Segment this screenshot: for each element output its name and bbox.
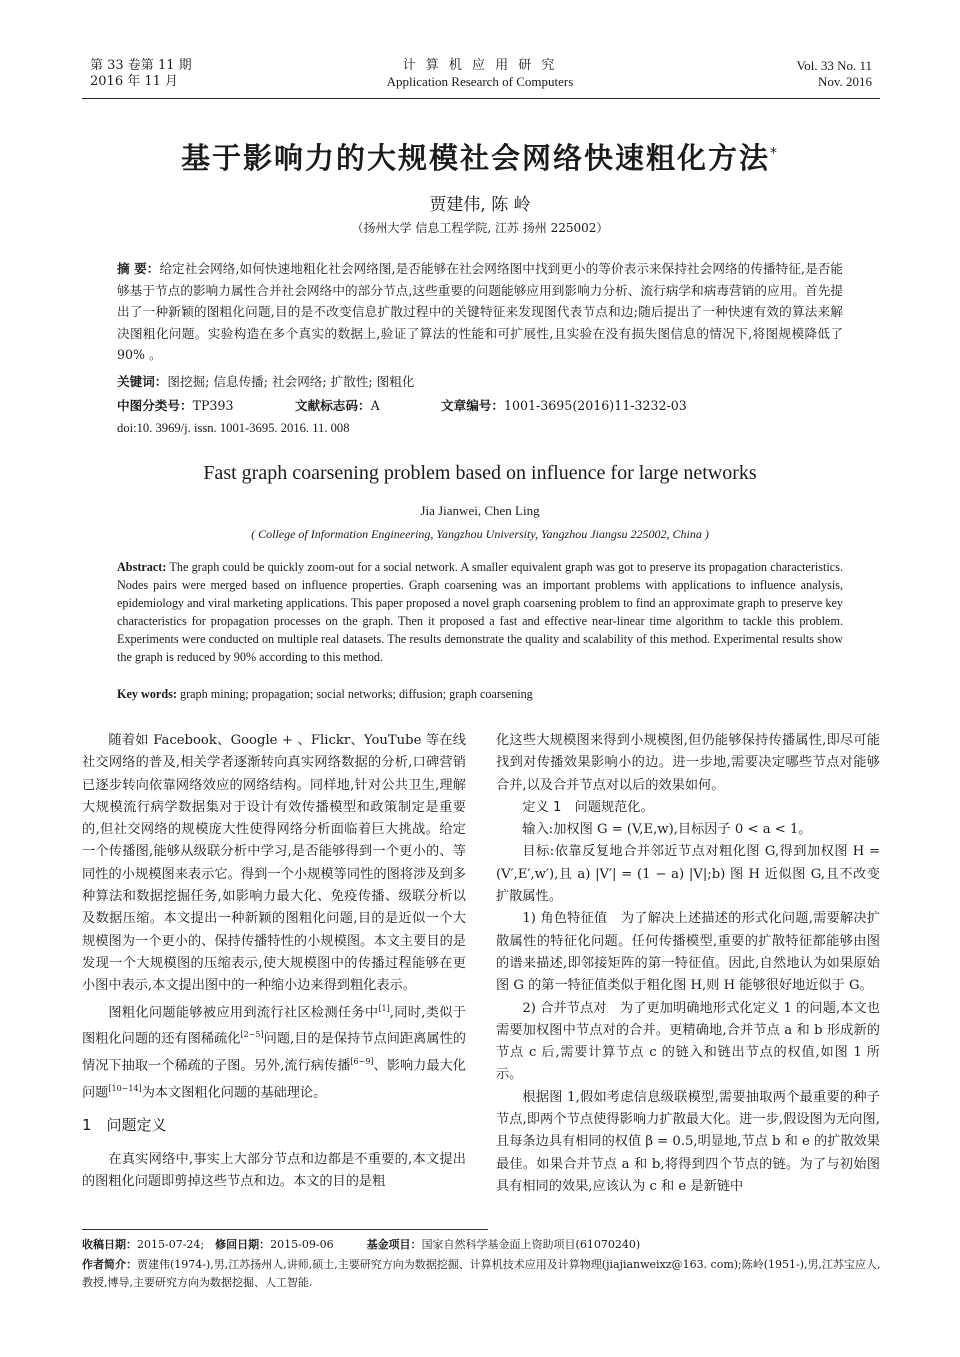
issue-date-cn: 2016 年 11 月 — [90, 74, 179, 89]
abstract-cn — [117, 258, 843, 366]
paragraph-figure-discussion: 根据图 1,假如考虑信息级联模型,需要抽取两个最重要的种子节点,即两个节点使得影响力扩散最大化。进一步,假设图为无向图,且每条边具有相同的权值 β = 0.5,明显地,节点 b 和 e 的扩散效果最佳。如果合并节点 a 和 b,将得到四个节点的链。为了与初始图具有相同的效果,应该认为 c 和 e 是新链中 — [496, 1089, 880, 1194]
abstract-text: 给定社会网络,如何快速地粗化社会网络图,是否能够在社会网络图中找到更小的等价表示来保持社会网络的传播特征,是否能够基于节点的影响力属性合并社会网络中的部分节点,这些重要的问题能够应用到影响力分析、流行病学和病毒营销的应用。首先提出了一种新颖的图粗化问题,目的是不改变信息扩散过程中的关键特征来发现图代表节点和边;随后提出了一种快速有效的算法来解决图粗化问题。实验构造在多个真实的数据上,验证了算法的性能和可扩展性,且实验在没有损失图信息的情况下,将图规模降低了 90% 。 — [117, 261, 843, 362]
definition-title: 问题规范化。 — [574, 799, 654, 815]
received-label: 收稿日期： — [82, 1238, 137, 1251]
citation: [1] — [378, 1003, 390, 1013]
fund-label: 基金项目： — [366, 1238, 422, 1251]
revised-date: 2015-09-06 — [270, 1238, 334, 1251]
abstract-en — [117, 558, 843, 666]
paper-title — [80, 136, 880, 177]
clc-value: TP393 — [192, 398, 234, 413]
paper-affiliation-en: ( College of Information Engineering, Yangzhou University, Yangzhou Jiangsu 225002, China ) — [251, 527, 709, 541]
doccode-value: A — [370, 398, 380, 413]
classification-line — [117, 395, 843, 416]
title-footnote-mark: * — [770, 145, 779, 162]
citation: [6~9] — [350, 1056, 374, 1066]
intro-paragraph-1: 随着如 Facebook、Google + 、Flickr、YouTube 等在线社交网络的普及,相关学者逐渐转向真实网络数据的分析,口碑营销已逐步转向依靠网络效应的网络结构。同样地,针对公共卫生,理解大规模流行病学数据集对于设计有效传播模型和政策制定是重要的,但社交网络的规模庞大性使得网络分析面临着巨大挑战。给定一个传播图,能够从级联分析中学习,是否能够得到一个更小的、等同性的小规模图来表示它。得到一个小规模等同性的图将涉及到多种算法和数据挖掘任务,如影响力最大化、免疫传播、级联分析以及数据压缩。本文提出一种新颖的图粗化问题,目的是近似一个大规模图为一个更小的、保持传播特性的小规模图。本文主要目的是发现一个大规模图的压缩表示,使大规模图中的传播过程能够在更小图中表示,本文提出图中的一种缩小边来得到粗化表示。 — [82, 733, 466, 994]
clc-label: 中图分类号： — [117, 398, 193, 413]
keywords-en-label: Key words: — [117, 687, 177, 701]
keywords-en — [117, 685, 843, 703]
journal-name — [330, 58, 630, 90]
paper-authors: 贾建伟, 陈 岭 — [429, 195, 531, 215]
footnote-dates — [82, 1236, 882, 1254]
section-paragraph-continued: 化这些大规模图来得到小规模图,但仍能够保持传播属性,即尽可能找到对传播效果影响小的边。进一步地,需要决定哪些节点对能够合并,以及合并节点对以后的效果如何。 — [496, 733, 880, 793]
citation: [10~14] — [108, 1083, 142, 1093]
articleno-value: 1001-3695(2016)11-3232-03 — [503, 398, 687, 413]
journal-name-cn: 计 算 机 应 用 研 究 — [402, 58, 558, 73]
received-date: 2015-07-24; — [137, 1238, 205, 1251]
paper-title-text: 基于影响力的大规模社会网络快速粗化方法 — [180, 141, 770, 175]
definition-label: 定义 1 — [522, 799, 562, 815]
bio-label: 作者简介： — [82, 1258, 137, 1271]
paragraph-merge-nodes: 2) 合并节点对 为了更加明确地形式化定义 1 的问题,本文也需要加权图中节点对的合并。更精确地,合并节点 a 和 b 形成新的节点 c 后,需要计算节点 c 的链入和链出节点的权值,如图 1 所示。 — [496, 1000, 880, 1083]
abstract-label: 摘 要： — [117, 261, 160, 276]
section-paragraph-1: 在真实网络中,事实上大部分节点和边都是不重要的,本文提出的图粗化问题即剪掉这些节点和边。本文的目的是粗 — [82, 1151, 466, 1189]
abstract-en-text: The graph could be quickly zoom-out for a social network. A smaller equivalent graph was got to preserve its propagation characteristics. Nodes pairs were merged based on influence properties. Graph coarsening was an important problems with applications to influence analysis, epidemiology and viral marketing applications. This paper proposed a novel graph coarsening problem to find an approximate graph to preserve key characteristics for propagation processes on the graph. Then it proposed a fast and effective near-linear time algorithm to tackle this problem. Experiments were conducted on multiple real datasets. The results demonstrate the quality and scalability of this method. Experimental results show the graph is reduced by 90% according to this method. — [117, 560, 843, 664]
footnote-bio — [82, 1256, 882, 1292]
body-column-right — [496, 730, 880, 1198]
fund-text: 国家自然科学基金面上资助项目(61070240) — [421, 1238, 641, 1251]
issue-volume-cn: 第 33 卷第 11 期 — [90, 58, 192, 73]
abstract-en-label: Abstract: — [117, 560, 167, 574]
section-heading: 1 问题定义 — [82, 1116, 167, 1135]
paper-title-en: Fast graph coarsening problem based on influence for large networks — [203, 462, 757, 484]
issue-date-en: Nov. 2016 — [817, 74, 872, 89]
articleno-label: 文章编号： — [441, 398, 504, 413]
paragraph-role-eigenvalue: 1) 角色特征值 为了解决上述描述的形式化问题,需要解决扩散属性的特征化问题。任何传播模型,重要的扩散特征都能够由图的谱来描述,即邻接矩阵的第一特征值。因此,自然地认为如果原始图 G 的第一特征值类似于粗化图 H,则 H 能够很好地近似于 G。 — [496, 911, 880, 994]
revised-label: 修回日期： — [215, 1238, 271, 1251]
journal-issue-cn — [90, 58, 192, 90]
intro-paragraph-2: 图粗化问题能够被应用到流行社区检测任务中[1],同时,类似于图粗化问题的还有图稀疏化[2~5]问题,目的是保持节点间距离属性的情况下抽取一个稀疏的子图。另外,流行病传播[6~9]、影响力最大化问题[10~14]为本文图粗化问题的基础理论。 — [82, 1003, 466, 1101]
definition-input: 输入:加权图 G = (V,E,w),目标因子 0 < a < 1。 — [522, 822, 812, 838]
header-rule — [82, 98, 880, 99]
doi: doi:10. 3969/j. issn. 1001-3695. 2016. 11. 008 — [117, 421, 350, 435]
body-column-left — [82, 730, 466, 1193]
bio-text: 贾建伟(1974-),男,江苏扬州人,讲师,硕士,主要研究方向为数据挖掘、计算机技术应用及计算物理(jiajianweixz@163. com);陈岭(1951-),男,江苏宝应人,教授,博导,主要研究方向为数据挖掘、人工智能. — [82, 1258, 881, 1289]
definition-goal: 目标:依靠反复地合并邻近节点对粗化图 G,得到加权图 H = (V′,E′,w′),且 a) |V′| = (1 − a) |V|;b) 图 H 近似图 G,且不改变扩散属性。 — [496, 844, 880, 905]
doccode-label: 文献标志码： — [295, 398, 371, 413]
keywords-label: 关键词： — [117, 374, 168, 389]
journal-name-en: Application Research of Computers — [386, 74, 574, 89]
keywords-en-text: graph mining; propagation; social networks; diffusion; graph coarsening — [179, 687, 533, 701]
citation: [2~5] — [240, 1030, 264, 1040]
keywords-text: 图挖掘; 信息传播; 社会网络; 扩散性; 图粗化 — [167, 374, 415, 389]
paper-affiliation: （扬州大学 信息工程学院, 江苏 扬州 225002） — [351, 221, 609, 235]
keywords-cn — [117, 371, 843, 392]
definition-heading — [496, 797, 880, 819]
footnote-rule — [82, 1229, 488, 1230]
paper-authors-en: Jia Jianwei, Chen Ling — [420, 503, 540, 518]
issue-volume-en: Vol. 33 No. 11 — [796, 58, 872, 73]
journal-issue-en — [797, 58, 872, 90]
